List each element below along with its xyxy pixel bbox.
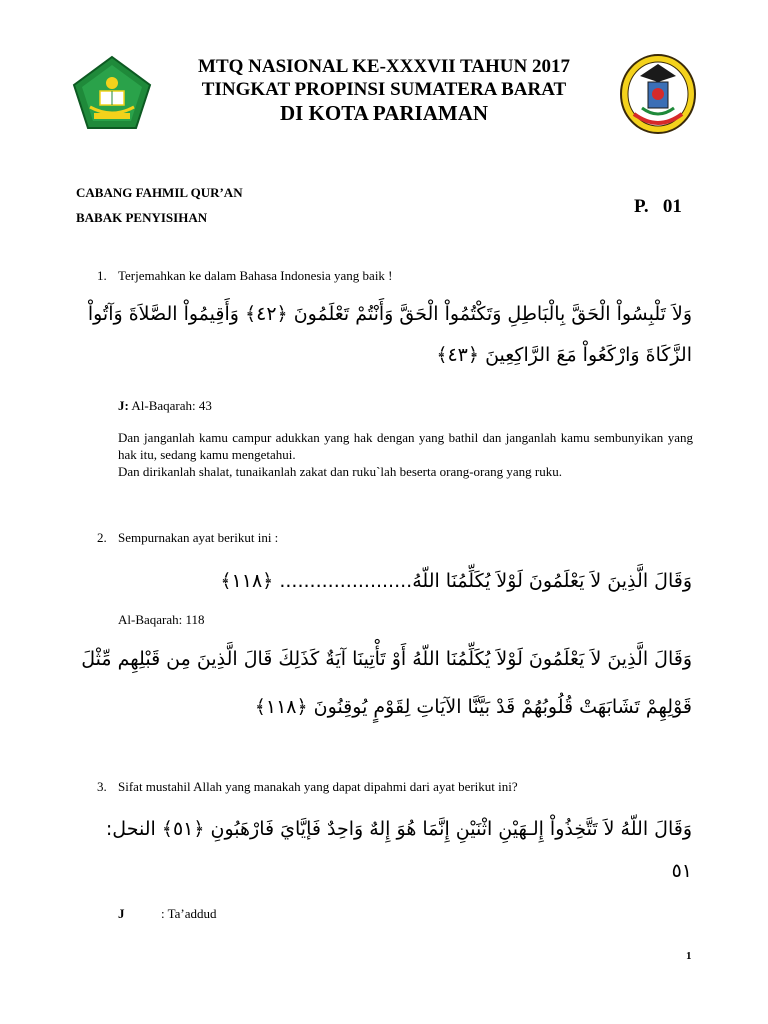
- question-2-text: Sempurnakan ayat berikut ini :: [118, 530, 279, 545]
- question-3-text: Sifat mustahil Allah yang manakah yang dapat dipahmi dari ayat berikut ini?: [118, 779, 518, 794]
- round-name: BABAK PENYISIHAN: [76, 210, 208, 225]
- answer-label: J:: [118, 398, 129, 413]
- answer-ref: Al-Baqarah: 43: [128, 398, 212, 413]
- page-number: 1: [686, 950, 692, 962]
- question-2-number: 2.: [97, 530, 107, 545]
- question-3-answer-label: J: [118, 906, 125, 921]
- header-line-3: DI KOTA PARIAMAN: [279, 101, 489, 125]
- competition-branch: CABANG FAHMIL QUR’AN: [76, 185, 243, 200]
- question-3-answer-text: : Ta’addud: [161, 906, 217, 921]
- question-1-answer: [118, 398, 212, 414]
- packet-code: P. 01: [634, 196, 682, 217]
- question-2-arabic-line-2: قَوْلِهِمْ تَشَابَهَتْ قُلُوبُهُمْ قَدْ بَيَّنَّا الآيَاتِ لِقَوْمٍ يُوقِنُونَ ﴿١١٨﴾: [254, 696, 692, 718]
- question-2-ref: Al-Baqarah: 118: [118, 612, 205, 627]
- question-3-arabic-line-1: وَقَالَ اللّهُ لاَ تَتَّخِذُواْ إِلـهَيْنِ اثْنَيْنِ إِنَّمَا هُوَ إِلهٌ وَاحِدٌ فَإيَّايَ فَارْهَبُونِ ﴿٥١﴾ النحل:: [105, 818, 692, 840]
- question-1-answer-para-1: Dan janganlah kamu campur adukkan yang hak dengan yang bathil dan janganlah kamu sembunyikan yang hak itu, sedang kamu mengetahui.: [118, 430, 693, 462]
- question-1-text: Terjemahkan ke dalam Bahasa Indonesia yang baik !: [118, 268, 393, 283]
- question-1-answer-para-2: Dan dirikanlah shalat, tunaikanlah zakat dan ruku`lah beserta orang-orang yang ruku.: [118, 464, 562, 479]
- question-1-arabic-line-2: الزَّكَاةَ وَارْكَعُواْ مَعَ الرَّاكِعِينَ ﴿٤٣﴾: [436, 344, 692, 366]
- question-3-number: 3.: [97, 779, 107, 794]
- question-1-arabic-line-1: وَلاَ تَلْبِسُواْ الْحَقَّ بِالْبَاطِلِ وَتَكْتُمُواْ الْحَقَّ وَأَنْتُمْ تَعْلَمُونَ ﴿٤٢﴾ وَأَقِيمُواْ الصَّلاَةَ وَآتُواْ: [87, 303, 692, 325]
- header-line-1: MTQ NASIONAL KE-XXXVII TAHUN 2017: [198, 56, 570, 77]
- question-2-arabic-line-1: وَقَالَ الَّذِينَ لاَ يَعْلَمُونَ لَوْلاَ يُكَلِّمُنَا اللّهُ أَوْ تَأْتِينَا آيَةٌ كَذَلِكَ قَالَ الَّذِينَ مِن قَبْلِهِم مِّثْلَ: [81, 648, 692, 670]
- question-2-arabic-prompt: وَقَالَ الَّذِينَ لاَ يَعْلَمُونَ لَوْلاَ يُكَلِّمُنَا اللّهُ...................... ﴿١١٨﴾: [220, 570, 692, 592]
- header-line-2: TINGKAT PROPINSI SUMATERA BARAT: [201, 79, 567, 100]
- question-3-arabic-line-2: ٥١: [671, 860, 692, 882]
- question-1-number: 1.: [97, 268, 107, 283]
